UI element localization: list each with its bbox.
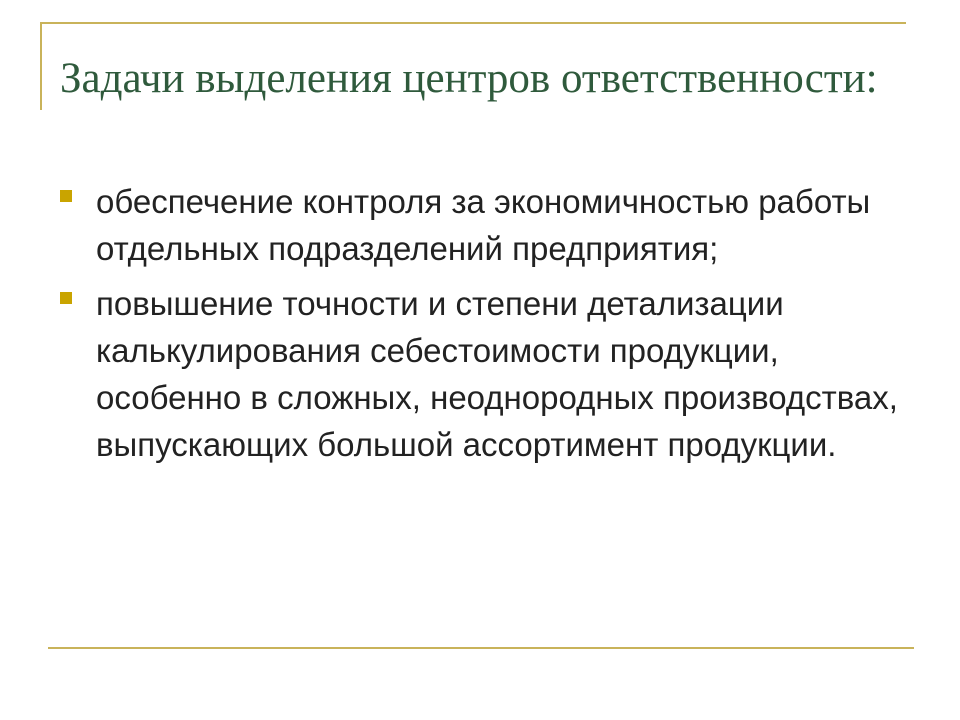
bottom-rule <box>48 647 914 649</box>
bullet-item <box>58 280 898 468</box>
bullet-item <box>58 178 898 272</box>
slide-title: Задачи выделения центров ответственности: <box>60 55 878 102</box>
square-bullet-icon <box>60 292 72 304</box>
bullet-text: повышение точности и степени детализации калькулирования себестоимости продукции, особенно в сложных, неоднородных производствах, выпускающих большой ассортимент продукции. <box>96 285 898 463</box>
bullet-text: обеспечение контроля за экономичностью работы отдельных подразделений предприятия; <box>96 183 871 267</box>
bullet-list <box>58 178 898 476</box>
left-rule <box>40 22 42 110</box>
top-rule <box>40 22 906 24</box>
square-bullet-icon <box>60 190 72 202</box>
